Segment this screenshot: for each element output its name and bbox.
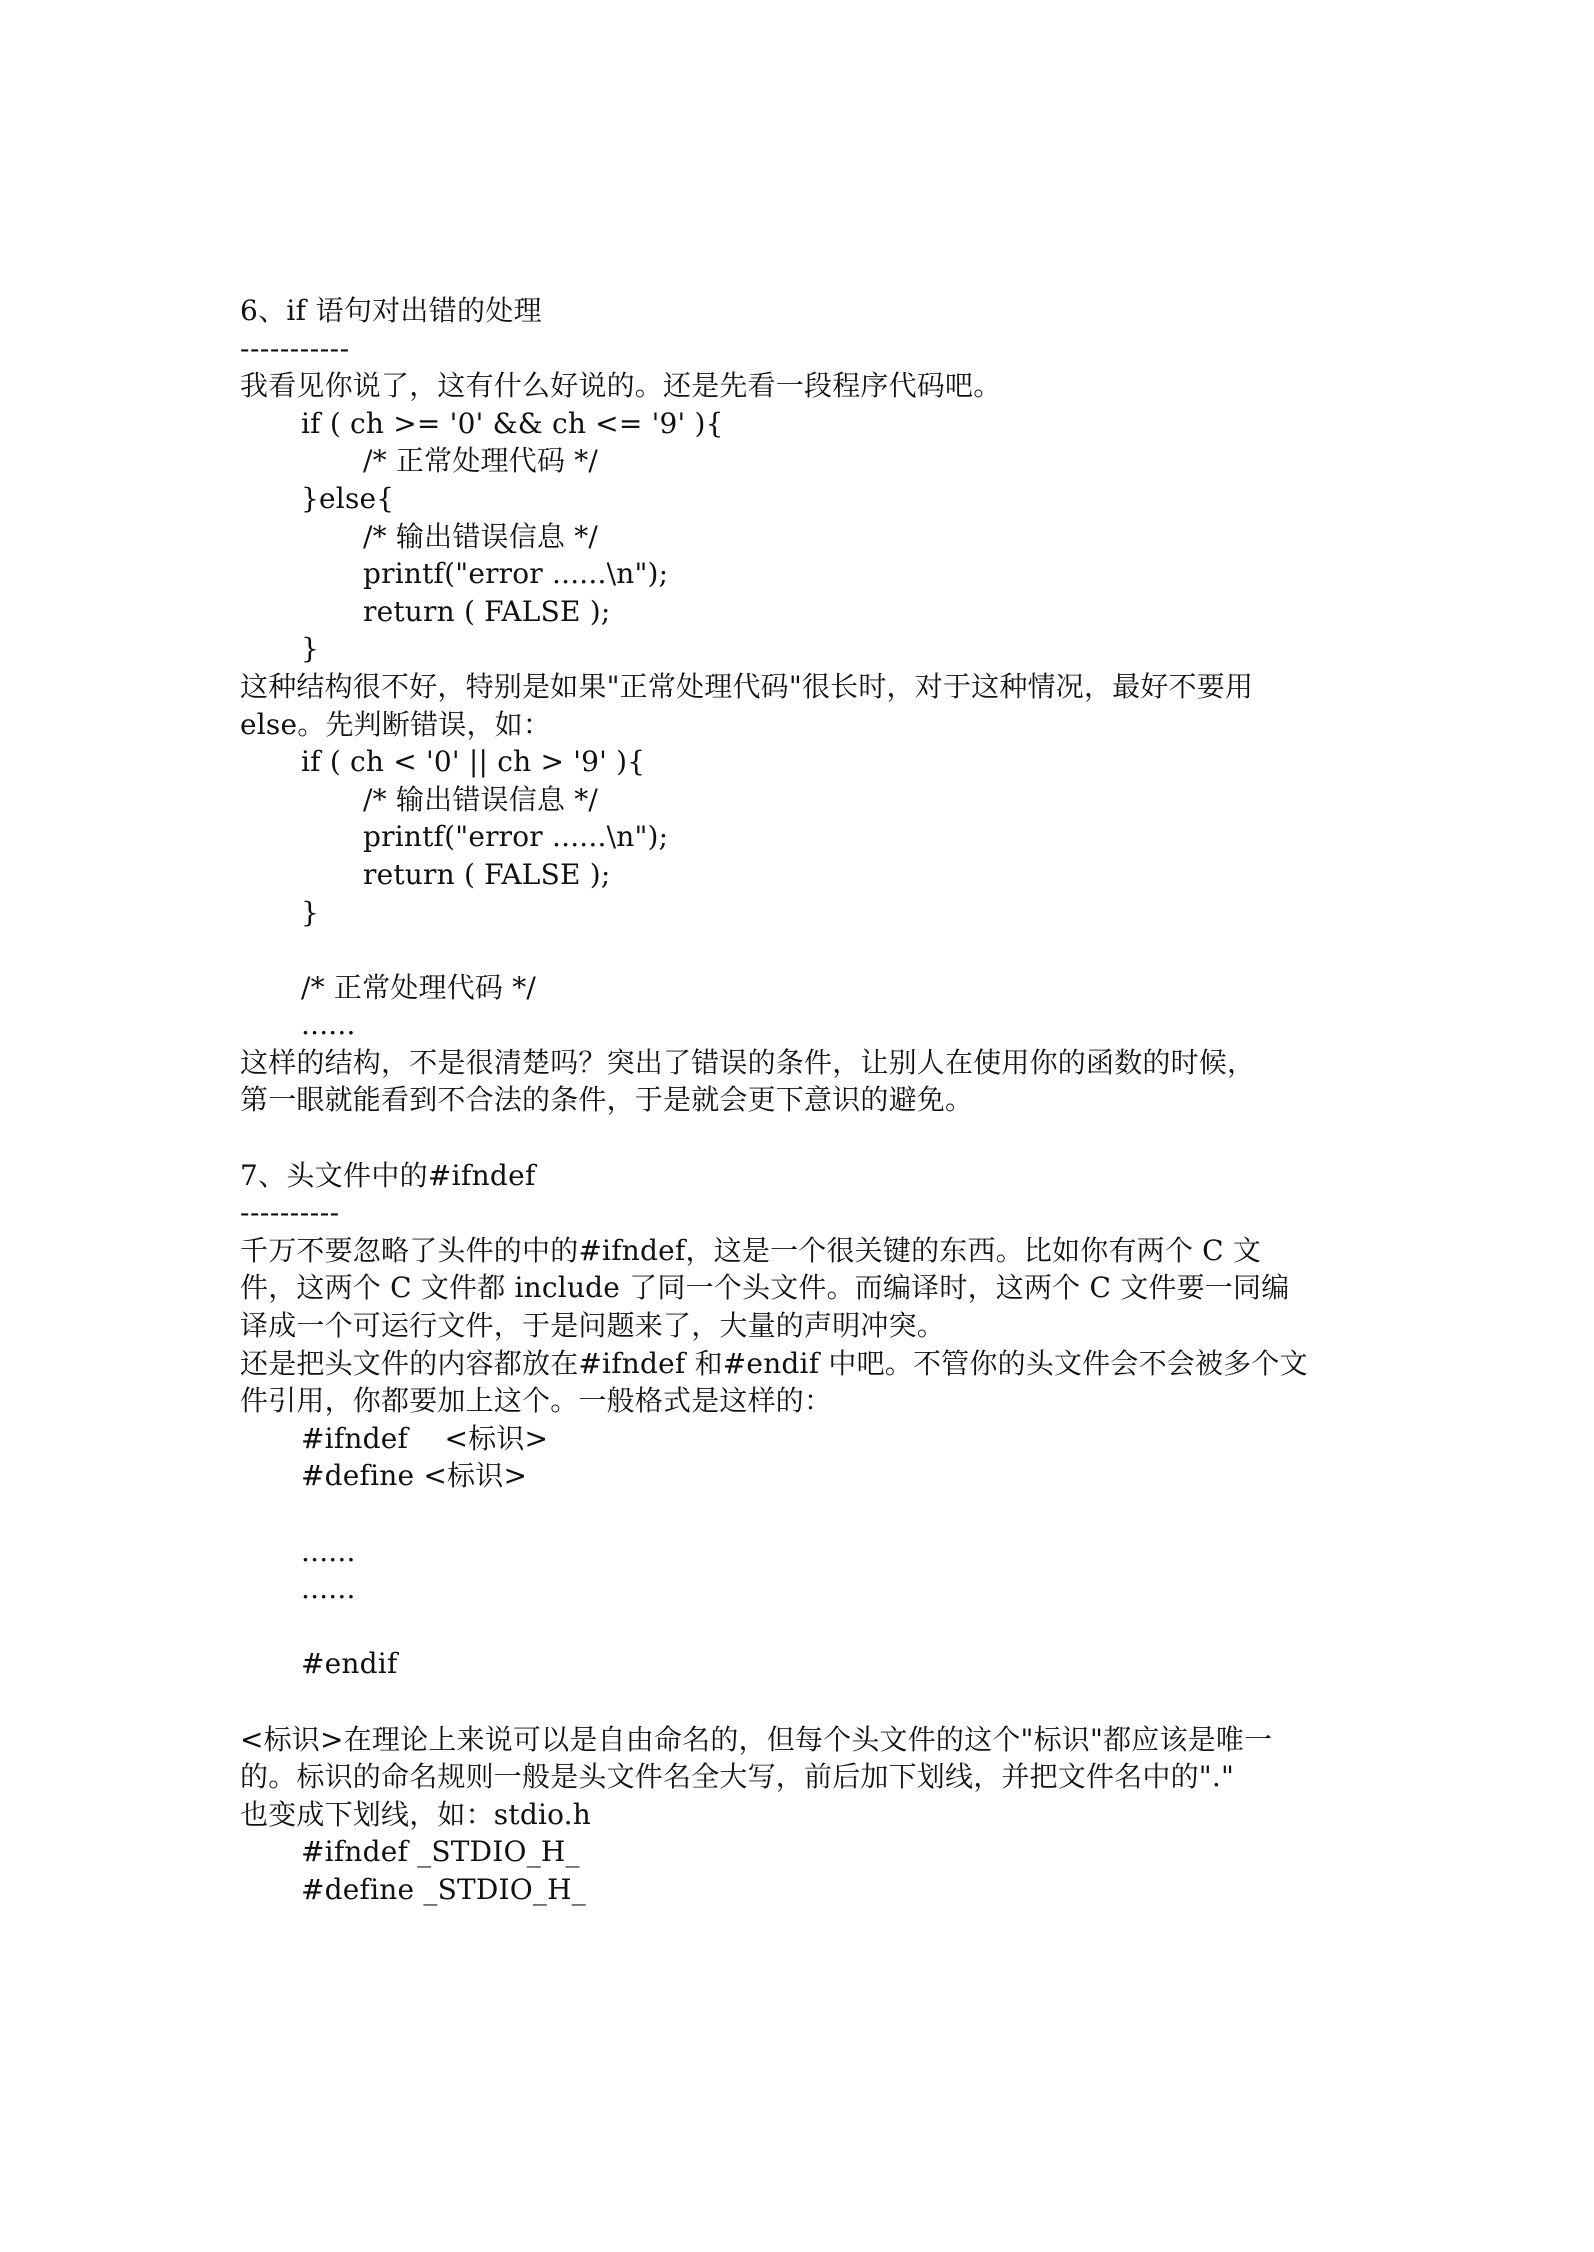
blank-line	[240, 1495, 1370, 1533]
section-6-intro: 我看见你说了，这有什么好说的。还是先看一段程序代码吧。	[240, 369, 1002, 403]
paragraph-line: 千万不要忽略了头件的中的#ifndef，这是一个很关键的东西。比如你有两个 C 文	[240, 1233, 1262, 1267]
blank-line	[240, 1119, 1370, 1157]
paragraph-line: 这种结构很不好，特别是如果"正常处理代码"很长时，对于这种情况，最好不要用	[240, 669, 1254, 703]
paragraph-line: 的。标识的命名规则一般是头文件名全大写，前后加下划线，并把文件名中的"."	[240, 1760, 1235, 1794]
code-line: ......	[301, 1572, 356, 1606]
code-line: if ( ch < '0' || ch > '9' ){	[301, 745, 646, 779]
code-line: }	[301, 632, 320, 666]
code-line: printf("error ......\n");	[363, 820, 669, 854]
paragraph-line: 也变成下划线，如：stdio.h	[240, 1797, 591, 1831]
code-comment: /* 输出错误信息 */	[363, 519, 599, 553]
paragraph-line: 这样的结构，不是很清楚吗？突出了错误的条件，让别人在使用你的函数的时候，	[240, 1045, 1256, 1079]
section-7-heading: 7、头文件中的#ifndef	[240, 1158, 536, 1192]
code-comment: /* 正常处理代码 */	[363, 444, 599, 478]
code-line: #define _STDIO_H_	[301, 1872, 586, 1906]
code-line: return ( FALSE );	[363, 594, 611, 628]
paragraph-line: <标识>在理论上来说可以是自由命名的，但每个头文件的这个"标识"都应该是唯一	[240, 1722, 1273, 1756]
page-content	[240, 292, 1370, 1909]
paragraph-line: 译成一个可运行文件，于是问题来了，大量的声明冲突。	[240, 1309, 946, 1343]
code-comment: /* 输出错误信息 */	[363, 782, 599, 816]
code-line: ......	[301, 1534, 356, 1568]
blank-line	[240, 1683, 1370, 1721]
blank-line	[240, 1608, 1370, 1646]
code-line: #ifndef _STDIO_H_	[301, 1835, 580, 1869]
code-line: #define <标识>	[301, 1459, 528, 1493]
paragraph-line: else。先判断错误，如：	[240, 707, 552, 741]
section-7-rule: ----------	[240, 1196, 340, 1230]
code-line: }	[301, 895, 320, 929]
paragraph-line: 件引用，你都要加上这个。一般格式是这样的：	[240, 1384, 833, 1418]
paragraph-line: 还是把头文件的内容都放在#ifndef 和#endif 中吧。不管你的头文件会不会被多个文	[240, 1346, 1308, 1380]
paragraph-line: 件，这两个 C 文件都 include 了同一个头文件。而编译时，这两个 C 文件要一同编	[240, 1271, 1290, 1305]
paragraph-line: 第一眼就能看到不合法的条件，于是就会更下意识的避免。	[240, 1083, 974, 1117]
section-6-heading: 6、if 语句对出错的处理	[240, 294, 542, 327]
code-line: printf("error ......\n");	[363, 557, 669, 591]
code-line: return ( FALSE );	[363, 857, 611, 891]
code-comment: /* 正常处理代码 */	[301, 970, 537, 1004]
code-line: #endif	[301, 1647, 398, 1681]
code-line: }else{	[301, 481, 395, 515]
code-line: ......	[301, 1008, 356, 1042]
code-line: #ifndef <标识>	[301, 1421, 549, 1455]
section-6-rule: -----------	[240, 331, 350, 365]
code-line: if ( ch >= '0' && ch <= '9' ){	[301, 406, 724, 440]
blank-line	[240, 931, 1370, 969]
